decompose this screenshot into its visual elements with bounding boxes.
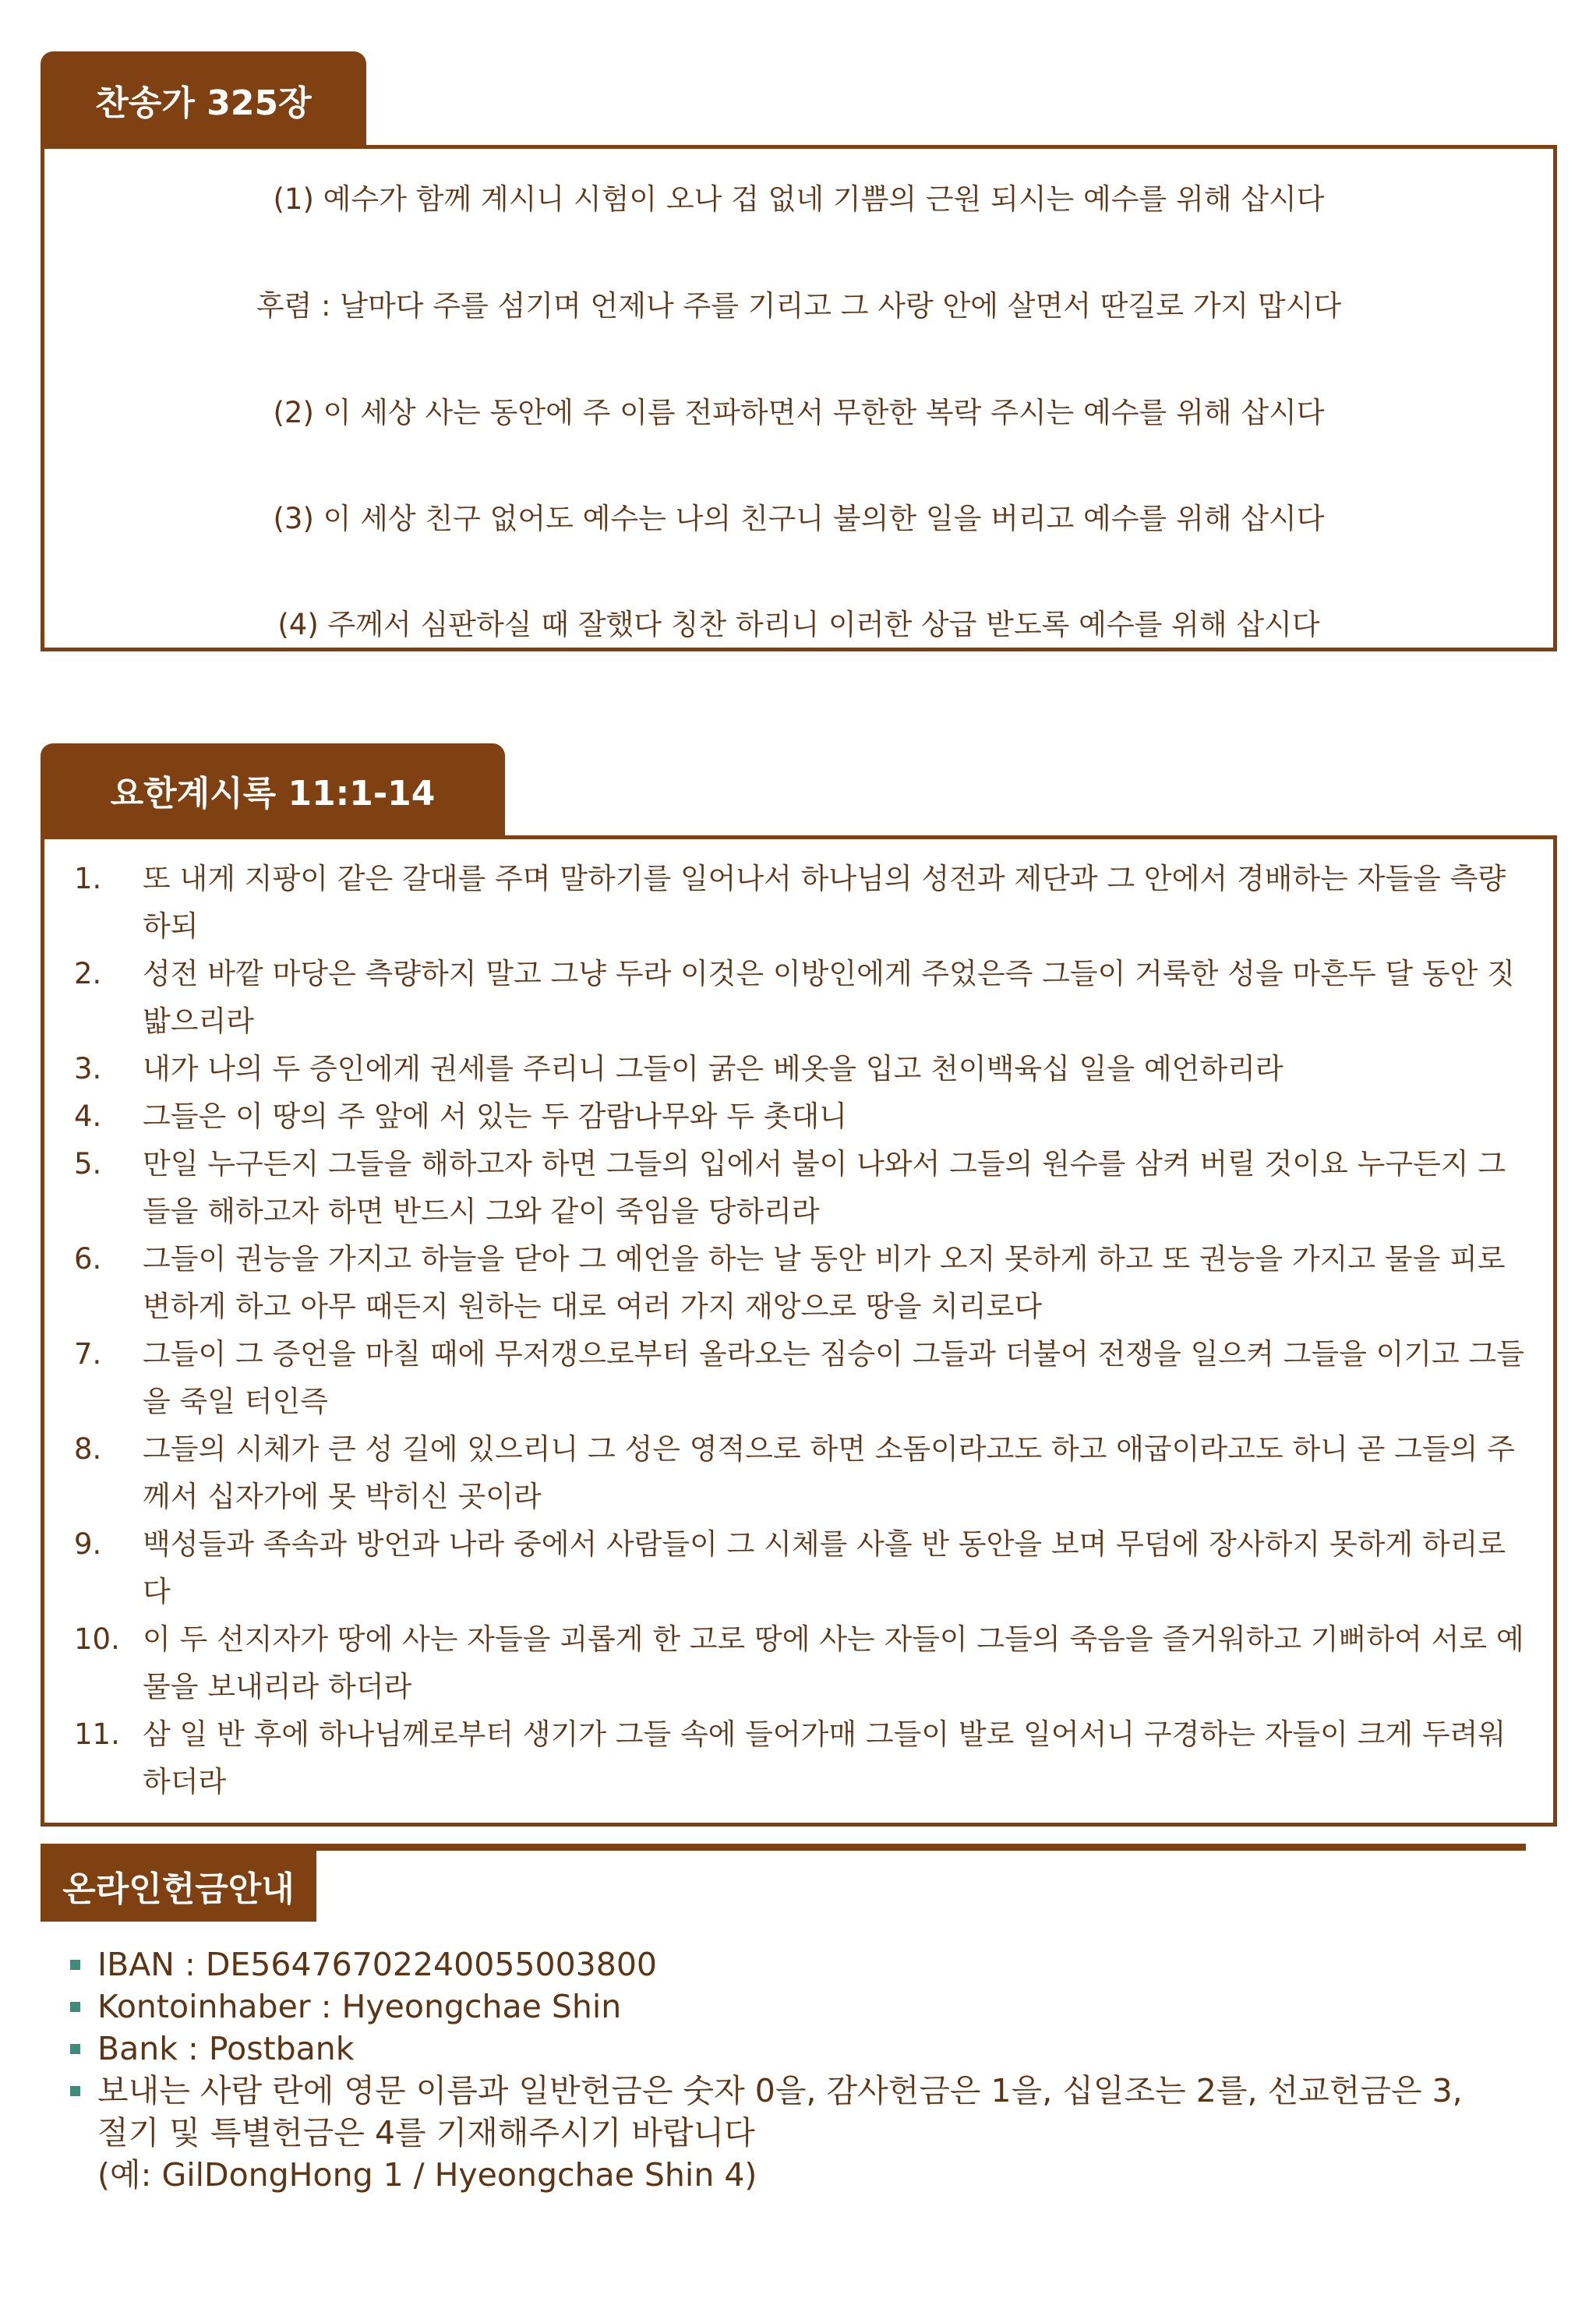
offering-line: (예: GilDongHong 1 / Hyeongchae Shin 4)	[97, 2156, 757, 2194]
verse-item	[44, 1045, 1553, 1092]
hymn-verse-4: (4) 주께서 심판하실 때 잘했다 칭찬 하리니 이러한 상급 받도록 예수를 위해 삽시다	[277, 608, 1320, 641]
hymn-chorus: 후렴 : 날마다 주를 섬기며 언제나 주를 기리고 그 사랑 안에 살면서 딴길로 가지 맙시다	[256, 289, 1342, 323]
offering-item	[70, 2028, 1520, 2070]
verse-number: 10.	[74, 1622, 120, 1656]
verse-line: 또 내게 지팡이 같은 갈대를 주며 말하기를 일어나서 하나님의 성전과 제단과 그 안에서 경배하는 자들을 측량	[143, 862, 1506, 895]
hymn-verse-2: (2) 이 세상 사는 동안에 주 이름 전파하면서 무한한 복락 주시는 예수를 위해 삽시다	[273, 396, 1325, 429]
offering-item-text	[97, 2070, 1520, 2196]
hymn-title: 찬송가 325장	[95, 83, 312, 123]
offering-item	[70, 1986, 1520, 2028]
verse-text	[143, 1425, 1553, 1520]
verse-text	[143, 1092, 1553, 1140]
verse-line: 성전 바깥 마당은 측량하지 말고 그냥 두라 이것은 이방인에게 주었은즉 그들이 거룩한 성을 마흔두 달 동안 짓	[143, 957, 1515, 990]
verse-line: 밟으리라	[143, 1004, 254, 1038]
verse-text	[143, 1045, 1553, 1092]
verse-line: 만일 누구든지 그들을 해하고자 하면 그들의 입에서 불이 나와서 그들의 원수를 삼켜 버릴 것이요 누구든지 그	[143, 1147, 1506, 1181]
verse-line: 그들은 이 땅의 주 앞에 서 있는 두 감람나무와 두 촛대니	[143, 1100, 847, 1133]
verse-line: 삼 일 반 후에 하나님께로부터 생기가 그들 속에 들어가매 그들이 발로 일어서니 구경하는 자들이 크게 두려워	[143, 1717, 1506, 1751]
verse-line: 물을 보내리라 하더라	[143, 1670, 412, 1703]
square-bullet-icon	[70, 2002, 80, 2012]
verse-number: 3.	[74, 1052, 102, 1085]
verse-item	[44, 1330, 1553, 1425]
verse-number: 2.	[74, 957, 102, 990]
verse-line: 께서 십자가에 못 박히신 곳이라	[143, 1480, 542, 1513]
verse-number: 6.	[74, 1242, 102, 1276]
offering-line: Kontoinhaber : Hyeongchae Shin	[97, 1988, 622, 2025]
verse-text	[143, 855, 1553, 950]
offering-title: 온라인헌금안내	[62, 1869, 295, 1909]
verse-line: 내가 나의 두 증인에게 권세를 주리니 그들이 굵은 베옷을 입고 천이백육십 일을 예언하리라	[143, 1052, 1284, 1085]
verse-text	[143, 1330, 1553, 1425]
verse-number: 9.	[74, 1527, 102, 1561]
square-bullet-icon	[70, 1960, 80, 1970]
verse-line: 들을 해하고자 하면 반드시 그와 같이 죽임을 당하리라	[143, 1195, 820, 1228]
verse-number: 5.	[74, 1147, 102, 1181]
offering-line: 절기 및 특별헌금은 4를 기재해주시기 바랍니다	[97, 2114, 755, 2151]
verse-text	[143, 1140, 1553, 1235]
verse-line: 다	[143, 1575, 171, 1608]
verse-list	[44, 855, 1553, 1806]
verse-line: 그들의 시체가 큰 성 길에 있으리니 그 성은 영적으로 하면 소돔이라고도 하고 애굽이라고도 하니 곧 그들의 주	[143, 1432, 1515, 1466]
verse-line: 그들이 권능을 가지고 하늘을 닫아 그 예언을 하는 날 동안 비가 오지 못하게 하고 또 권능을 가지고 물을 피로	[143, 1242, 1506, 1276]
square-bullet-icon	[70, 2044, 80, 2054]
offering-item-text	[97, 2028, 1520, 2070]
offering-line: IBAN : DE56476702240055003800	[97, 1946, 658, 1983]
square-bullet-icon	[70, 2086, 80, 2096]
verse-number: 4.	[74, 1100, 102, 1133]
hymn-verse-1: (1) 예수가 함께 계시니 시험이 오나 겁 없네 기쁨의 근원 되시는 예수를 위해 삽시다	[273, 182, 1325, 216]
reading-box	[41, 835, 1557, 1827]
hymn-title-tab	[41, 51, 366, 148]
verse-line: 을 죽일 터인즉	[143, 1385, 328, 1418]
verse-number: 11.	[74, 1717, 120, 1751]
verse-line: 하더라	[143, 1765, 227, 1798]
verse-text	[143, 1520, 1553, 1615]
verse-line: 백성들과 족속과 방언과 나라 중에서 사람들이 그 시체를 사흘 반 동안을 보며 무덤에 장사하지 못하게 하리로	[143, 1527, 1506, 1561]
offering-item	[70, 1943, 1520, 1986]
verse-text	[143, 1710, 1553, 1806]
verse-number: 7.	[74, 1337, 102, 1371]
verse-number: 1.	[74, 862, 102, 895]
offering-item	[70, 2070, 1520, 2196]
verse-line: 이 두 선지자가 땅에 사는 자들을 괴롭게 한 고로 땅에 사는 자들이 그들의 죽음을 즐거워하고 기뻐하여 서로 예	[143, 1622, 1524, 1656]
offering-line: 보내는 사람 란에 영문 이름과 일반헌금은 숫자 0을, 감사헌금은 1을, 십일조는 2를, 선교헌금은 3,	[97, 2072, 1463, 2109]
verse-line: 그들이 그 증언을 마칠 때에 무저갱으로부터 올라오는 짐승이 그들과 더불어 전쟁을 일으켜 그들을 이기고 그들	[143, 1337, 1525, 1371]
hymn-verse-3: (3) 이 세상 친구 없어도 예수는 나의 친구니 불의한 일을 버리고 예수를 위해 삽시다	[273, 502, 1325, 535]
verse-item	[44, 1710, 1553, 1806]
verse-item	[44, 1520, 1553, 1615]
offering-item-text	[97, 1986, 1520, 2028]
verse-item	[44, 1615, 1553, 1710]
verse-text	[143, 950, 1553, 1045]
verse-item	[44, 855, 1553, 950]
offering-list	[70, 1943, 1520, 2196]
verse-text	[143, 1235, 1553, 1330]
offering-title-tab	[41, 1850, 316, 1922]
verse-item	[44, 1235, 1553, 1330]
reading-title-tab	[41, 743, 505, 837]
verse-item	[44, 1140, 1553, 1235]
offering-line: Bank : Postbank	[97, 2030, 355, 2067]
verse-item	[44, 1425, 1553, 1520]
hymn-box	[41, 145, 1557, 651]
reading-title: 요한계시록 11:1-14	[110, 774, 436, 814]
verse-text	[143, 1615, 1553, 1710]
offering-item-text	[97, 1943, 1520, 1986]
verse-line: 변하게 하고 아무 때든지 원하는 대로 여러 가지 재앙으로 땅을 치리로다	[143, 1290, 1043, 1323]
verse-line: 하되	[143, 909, 199, 943]
verse-number: 8.	[74, 1432, 102, 1466]
verse-item	[44, 950, 1553, 1045]
verse-item	[44, 1092, 1553, 1140]
